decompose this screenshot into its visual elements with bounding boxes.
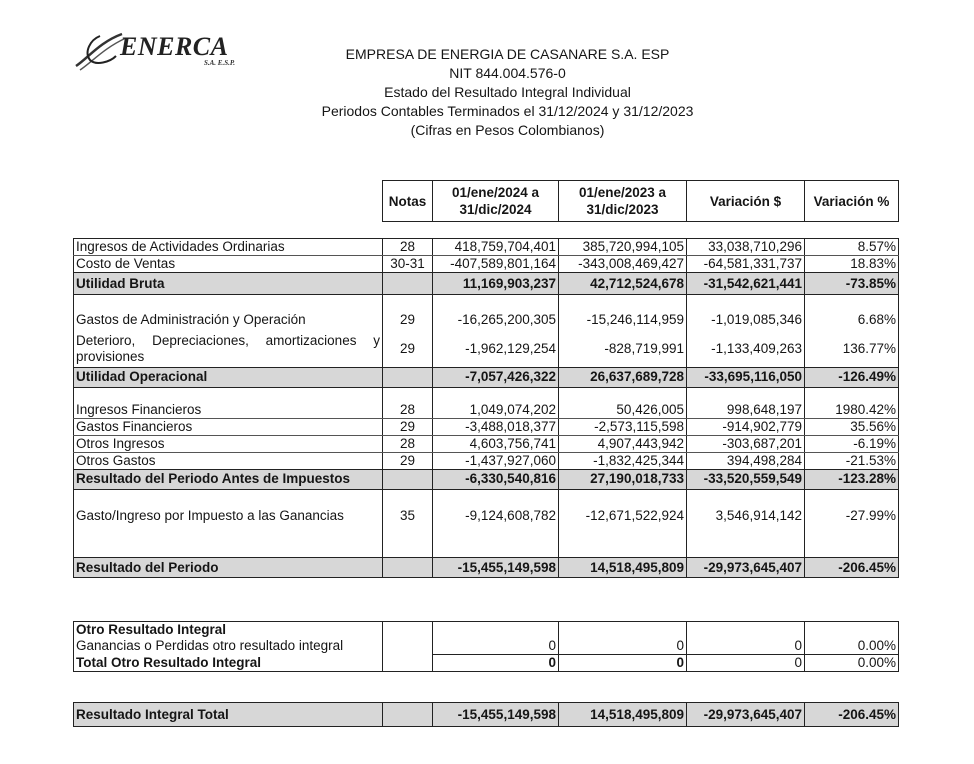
table-row: Ganancias o Perdidas otro resultado integral 0 0 0 0.00% [74,638,899,655]
table-row: Otros Gastos 29 -1,437,927,060 -1,832,425,344 394,498,284 -21.53% [74,452,899,469]
col-variacion-pct: Variación % [805,181,899,222]
col-notas: Notas [383,181,433,222]
col-period-2023: 01/ene/2023 a 31/dic/2023 [559,181,687,222]
col-period-2024: 01/ene/2024 a 31/dic/2024 [433,181,559,222]
table-row: Gastos Financieros 29 -3,488,018,377 -2,573,115,598 -914,902,779 35.56% [74,418,899,435]
table-row: Ingresos Financieros 28 1,049,074,202 50,426,005 998,648,197 1980.42% [74,402,899,419]
total-table [73,702,899,727]
statement-currency: (Cifras en Pesos Colombianos) [410,122,605,138]
table-row: Otros Ingresos 28 4,603,756,741 4,907,443,942 -303,687,201 -6.19% [74,435,899,452]
total-row: Resultado Integral Total -15,455,149,598 14,518,495,809 -29,973,645,407 -206.45% [74,703,899,727]
table-row: Gastos de Administración y Operación 29 -16,265,200,305 -15,246,114,959 -1,019,085,346 6.68% [74,309,899,331]
logo-name: ENERCA [120,32,229,61]
statement-title: Estado del Resultado Integral Individual [384,84,631,100]
logo-suffix: S.A. E.S.P. [204,59,235,67]
col-variacion-abs: Variación $ [687,181,805,222]
table-row: Otro Resultado Integral [74,622,899,639]
ori-table [73,621,899,672]
subtotal-row: Resultado del Periodo Antes de Impuestos -6,330,540,816 27,190,018,733 -33,520,559,549 -123.28% [74,469,899,489]
income-statement-table [73,238,899,578]
column-headers [382,180,899,222]
table-row: Costo de Ventas 30-31 -407,589,801,164 -343,008,469,427 -64,581,331,737 18.83% [74,256,899,273]
company-logo [70,28,260,78]
company-nit: NIT 844.004.576-0 [449,65,566,81]
table-row: Gasto/Ingreso por Impuesto a las Ganancias 35 -9,124,608,782 -12,671,522,924 3,546,914,142 -27.99% [74,489,899,543]
table-row: Deterioro, Depreciaciones, amortizaciones y provisiones 29 -1,962,129,254 -828,719,991 -1,133,409,263 136.77% [74,331,899,367]
subtotal-row: Utilidad Bruta 11,169,903,237 42,712,524,678 -31,542,621,441 -73.85% [74,273,899,295]
statement-periods: Periodos Contables Terminados el 31/12/2024 y 31/12/2023 [321,103,694,119]
table-row: Total Otro Resultado Integral 0 0 0 0.00% [74,655,899,672]
subtotal-row: Utilidad Operacional -7,057,426,322 26,637,689,728 -33,695,116,050 -126.49% [74,367,899,387]
subtotal-row: Resultado del Periodo -15,455,149,598 14,518,495,809 -29,973,645,407 -206.45% [74,558,899,578]
table-row: Ingresos de Actividades Ordinarias 28 418,759,704,401 385,720,994,105 33,038,710,296 8.57% [74,239,899,256]
company-name: EMPRESA DE ENERGIA DE CASANARE S.A. ESP [345,46,670,62]
